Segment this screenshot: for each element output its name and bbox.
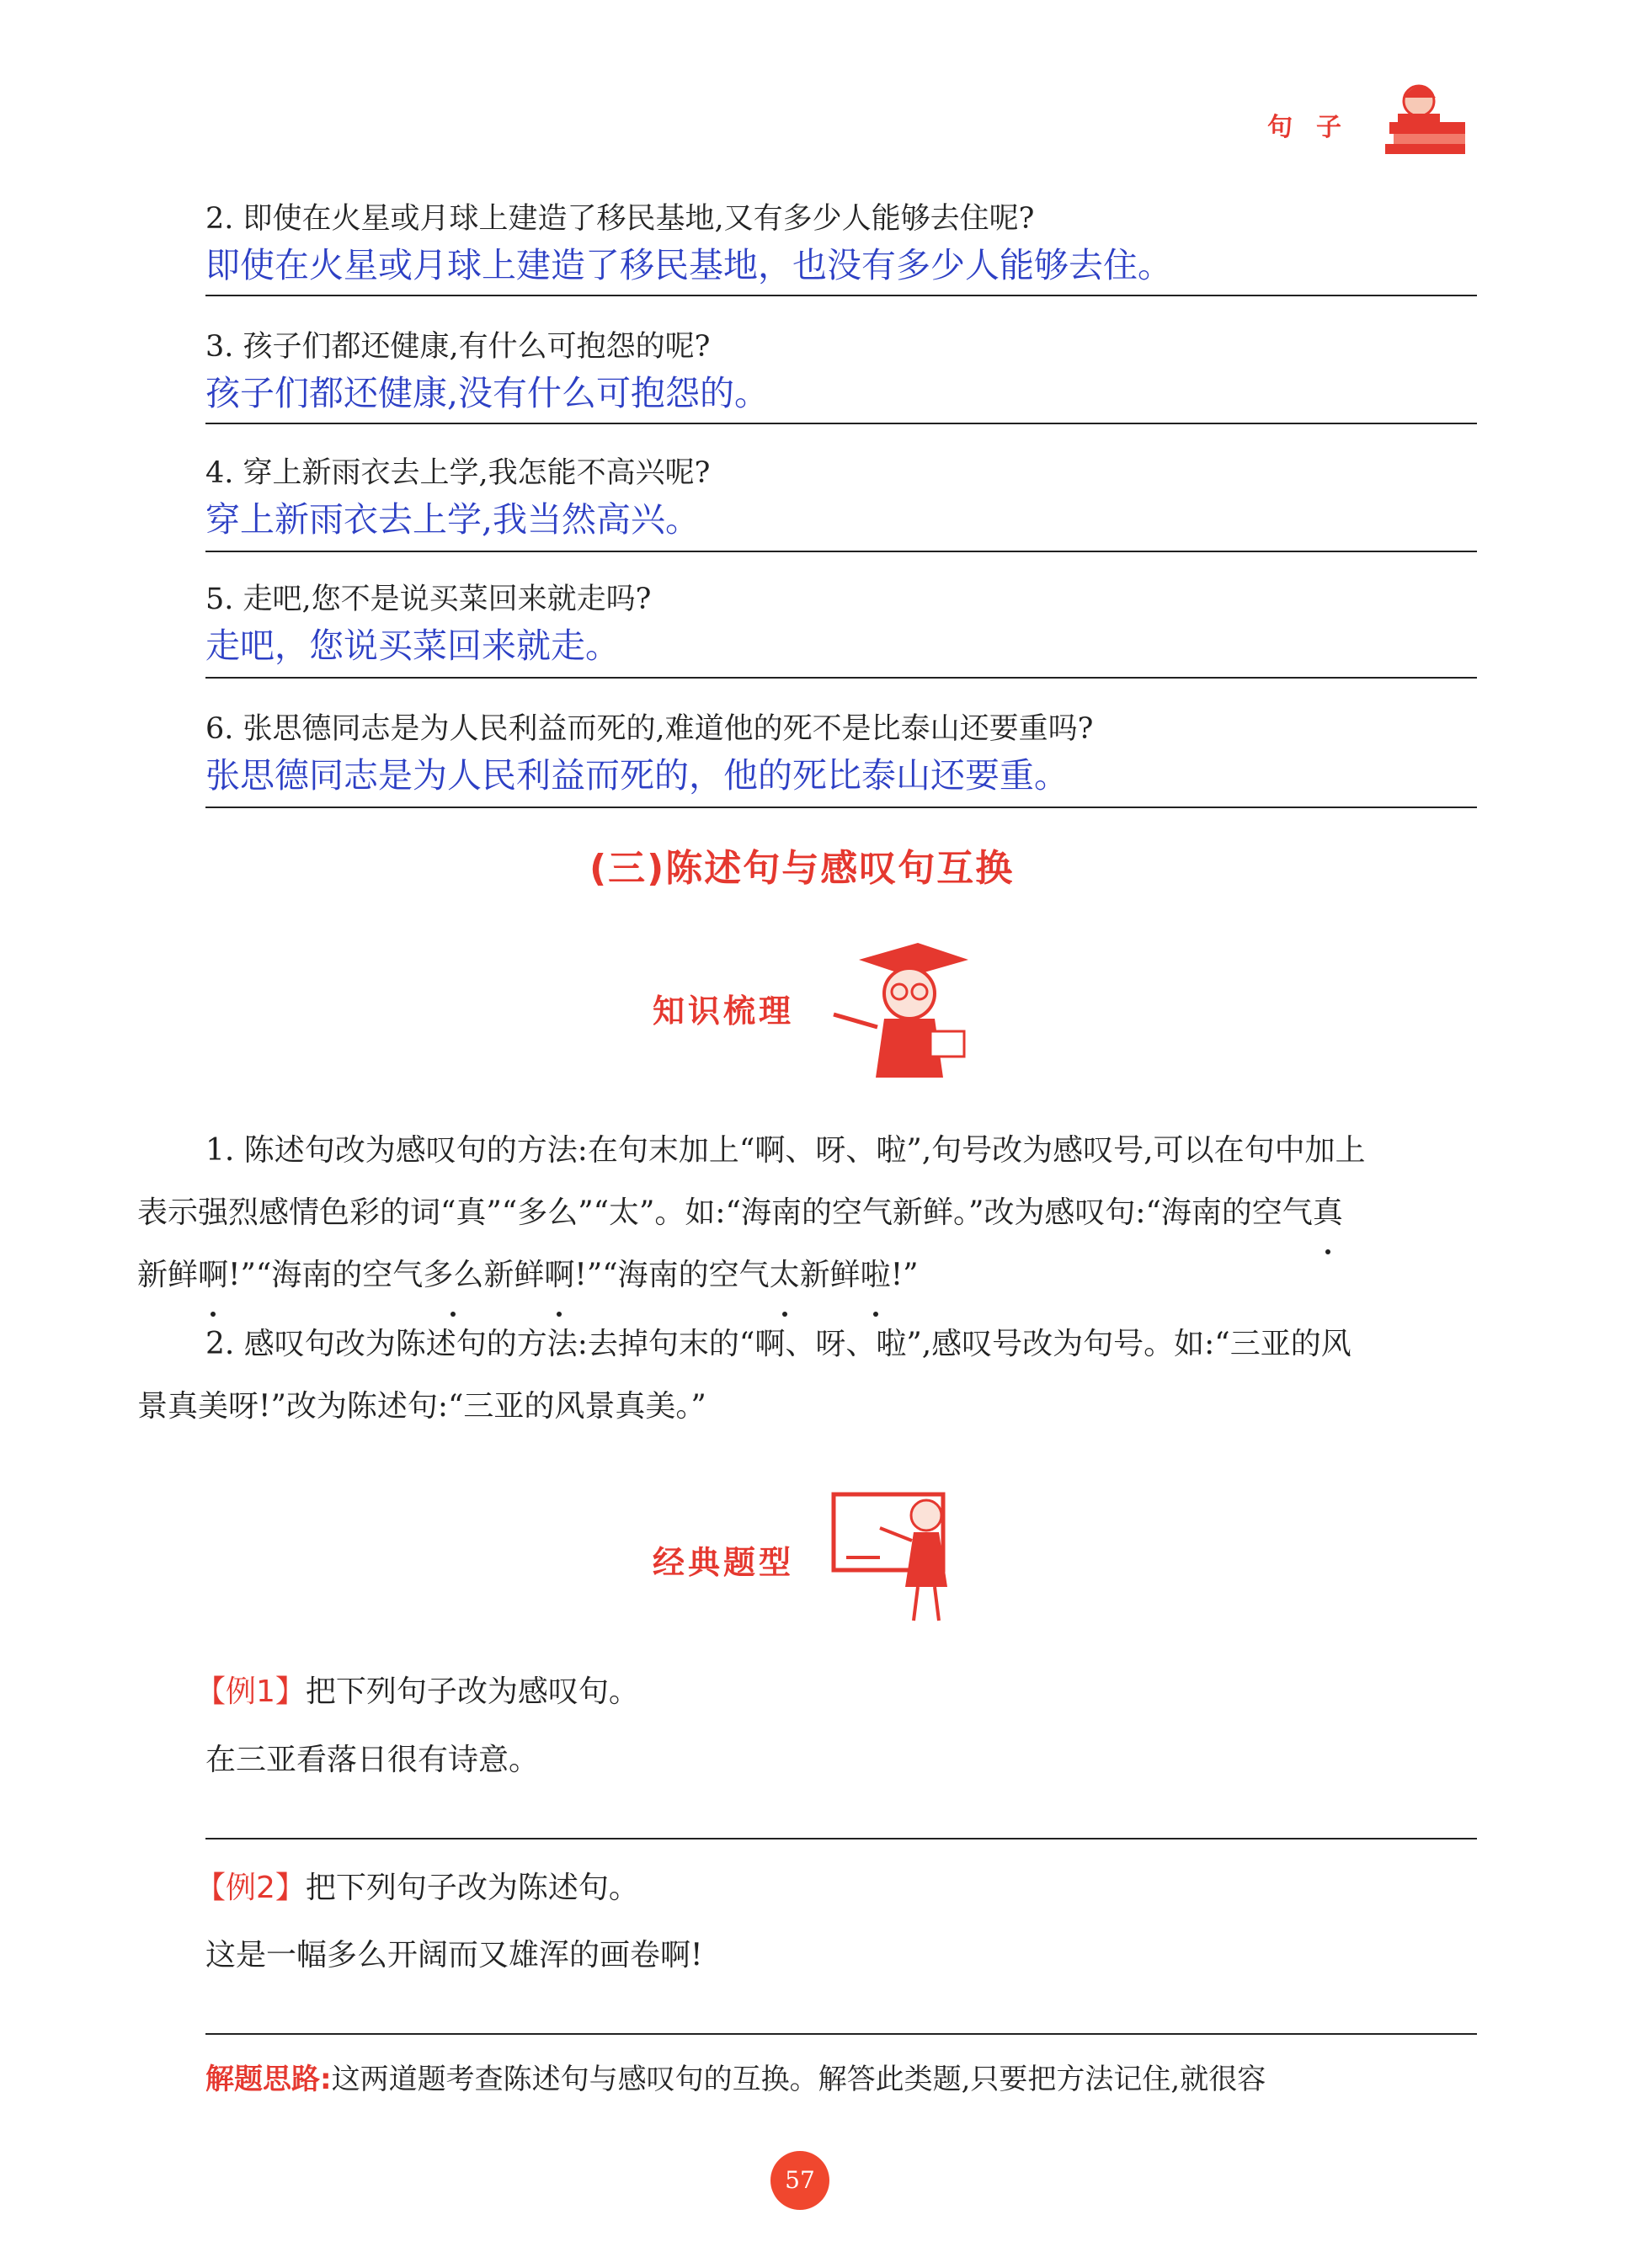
- emphasis-word: 啊: [544, 1244, 574, 1307]
- question-text: 2. 即使在火星或月球上建造了移民基地,又有多少人能够去住呢?: [205, 202, 1035, 236]
- answer-text: 张思德同志是为人民利益而死的，他的死比泰山还要重。: [205, 755, 1069, 796]
- example-sentence: 这是一幅多么开阔而又雄浑的画卷啊!: [205, 1938, 703, 1973]
- answer-line: [205, 423, 1477, 424]
- emphasis-word: 太: [770, 1244, 800, 1307]
- header-title: 句子: [1267, 113, 1365, 142]
- question-text: 6. 张思德同志是为人民利益而死的,难道他的死不是比泰山还要重吗?: [205, 712, 1094, 746]
- answer-text: 即使在火星或月球上建造了移民基地，也没有多少人能够去住。: [205, 245, 1172, 285]
- example-prompt: 把下列句子改为陈述句。: [305, 1871, 639, 1905]
- knowledge-text: !”“海南的空气: [574, 1258, 770, 1292]
- answer-text: 走吧，您说买菜回来就走。: [205, 626, 620, 666]
- hint-text: 这两道题考查陈述句与感叹句的互换。解答此类题,只要把方法记住,就很容: [331, 2063, 1266, 2096]
- emphasis-word: 啊: [198, 1244, 228, 1307]
- hint-label: 解题思路:: [205, 2063, 332, 2096]
- knowledge-text: !”: [890, 1258, 919, 1292]
- knowledge-text: 表示强烈感情色彩的词“真”“多么”“太”。如:“海南的空气新鲜。”改为感叹句:“海南的空气: [137, 1195, 1313, 1230]
- emphasis-word: 多么: [423, 1244, 483, 1307]
- classic-badge: [648, 1477, 985, 1629]
- teacher-icon: [825, 934, 985, 1086]
- knowledge-line: [137, 1244, 919, 1307]
- knowledge-text: 新鲜: [799, 1258, 861, 1292]
- teacher-blackboard-icon: [829, 1477, 964, 1625]
- example-prompt-line: [195, 1671, 639, 1713]
- page-number: 57: [770, 2151, 829, 2210]
- knowledge-badge-label: 知识梳理: [653, 993, 795, 1030]
- answer-line: [205, 1838, 1477, 1839]
- solution-hint: [205, 2058, 1266, 2100]
- answer-line: [205, 677, 1477, 679]
- knowledge-line: 1. 陈述句改为感叹句的方法:在句末加上“啊、呀、啦”,句号改为感叹号,可以在句中加上: [205, 1133, 1366, 1168]
- example-prompt: 把下列句子改为感叹句。: [305, 1674, 639, 1709]
- answer-line: [205, 295, 1477, 296]
- question-text: 3. 孩子们都还健康,有什么可抱怨的呢?: [205, 330, 711, 364]
- answer-text: 穿上新雨衣去上学,我当然高兴。: [205, 499, 701, 540]
- example-prompt-line: [195, 1867, 639, 1909]
- knowledge-badge: [648, 934, 985, 1086]
- knowledge-line: 景真美呀!”改为陈述句:“三亚的风景真美。”: [137, 1389, 706, 1424]
- question-text: 5. 走吧,您不是说买菜回来就走吗?: [205, 583, 652, 616]
- example-tag: 【例1】: [195, 1674, 306, 1709]
- answer-line: [205, 807, 1477, 808]
- example-sentence: 在三亚看落日很有诗意。: [205, 1743, 540, 1777]
- knowledge-text: 新鲜: [137, 1258, 199, 1292]
- answer-line: [205, 551, 1477, 552]
- answer-line: [205, 2033, 1477, 2035]
- reading-girl-icon: [1373, 76, 1474, 156]
- knowledge-line: [137, 1182, 1343, 1244]
- classic-badge-label: 经典题型: [653, 1544, 795, 1581]
- page-header: [1255, 93, 1465, 152]
- knowledge-line: 2. 感叹句改为陈述句的方法:去掉句末的“啊、呀、啦”,感叹号改为句号。如:“三亚的风: [205, 1327, 1351, 1361]
- example-tag: 【例2】: [195, 1871, 306, 1905]
- knowledge-text: !”“海南的空气: [228, 1258, 424, 1292]
- emphasis-word: 真: [1313, 1182, 1343, 1244]
- answer-text: 孩子们都还健康,没有什么可抱怨的。: [205, 373, 770, 413]
- section-title: (三)陈述句与感叹句互换: [589, 847, 1015, 890]
- emphasis-word: 啦: [861, 1244, 891, 1307]
- question-text: 4. 穿上新雨衣去上学,我怎能不高兴呢?: [205, 456, 711, 490]
- knowledge-text: 新鲜: [483, 1258, 545, 1292]
